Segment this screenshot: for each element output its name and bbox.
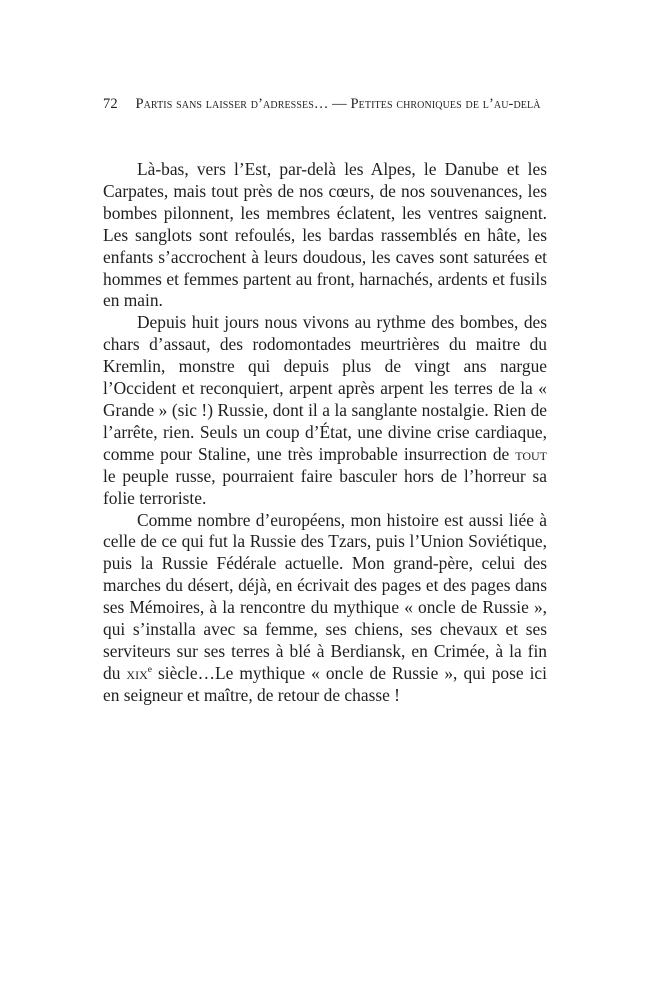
running-title: Partis sans laisser d’adresses… — Petites chroniques de l’au-delà [135,96,541,112]
paragraph-1-text: Là-bas, vers l’Est, par-delà les Alpes, le Danube et les Carpates, mais tout près de nos cœurs, de nos souvenances, les bombes pilonnent, les membres éclatent, les ventres saignent. Les sanglots sont refoulés, les bardas rassemblés en hâte, les enfants s’accrochent à leurs doudous, les caves sont saturées et hommes et femmes partent au front, harnachés, ardents et fusils en main. [103,159,547,311]
paragraph-3-text-before: Comme nombre d’européens, mon histoire est aussi liée à celle de ce qui fut la Russie des Tzars, puis l’Union Soviétique, puis la Russie Fédérale actuelle. Mon grand-père, celui des marches du désert, déjà, en écrivait des pages et des pages dans ses Mémoires, à la rencontre du mythique « oncle de Russie », qui s’installa avec sa femme, ses chiens, ses chevaux et ses serviteurs sur ses terres à blé à Berdiansk, en Crimée, à la fin du [103,509,547,683]
page-number: 72 [103,96,118,112]
paragraph-2-text-after: le peuple russe, pourraient faire basculer hors de l’horreur sa folie terroriste. [103,465,547,508]
paragraph-3-text-after: siècle…Le mythique « oncle de Russie », qui pose ici en seigneur et maître, de retour de chasse ! [103,662,547,705]
body-text [103,159,547,707]
paragraph-3-small-caps: xix [126,662,148,683]
paragraph-3-superscript: e [147,664,152,676]
paragraph-2-text-before: Depuis huit jours nous vivons au rythme des bombes, des chars d’assaut, des rodomontades meurtrières du maitre du Kremlin, monstre qui depuis plus de vingt ans nargue l’Occident et reconquiert, arpent après arpent les terres de la « Grande » (sic !) Russie, dont il a la sanglante nostalgie. Rien de l’arrête, rien. Seuls un coup d’État, une divine crise cardiaque, comme pour Staline, une très improbable insurrection de [103,312,547,464]
paragraph-2 [103,312,547,509]
page-header [103,96,563,113]
paragraph-2-small-caps: tout [515,443,547,464]
paragraph-3 [103,510,547,707]
paragraph-1 [103,159,547,312]
